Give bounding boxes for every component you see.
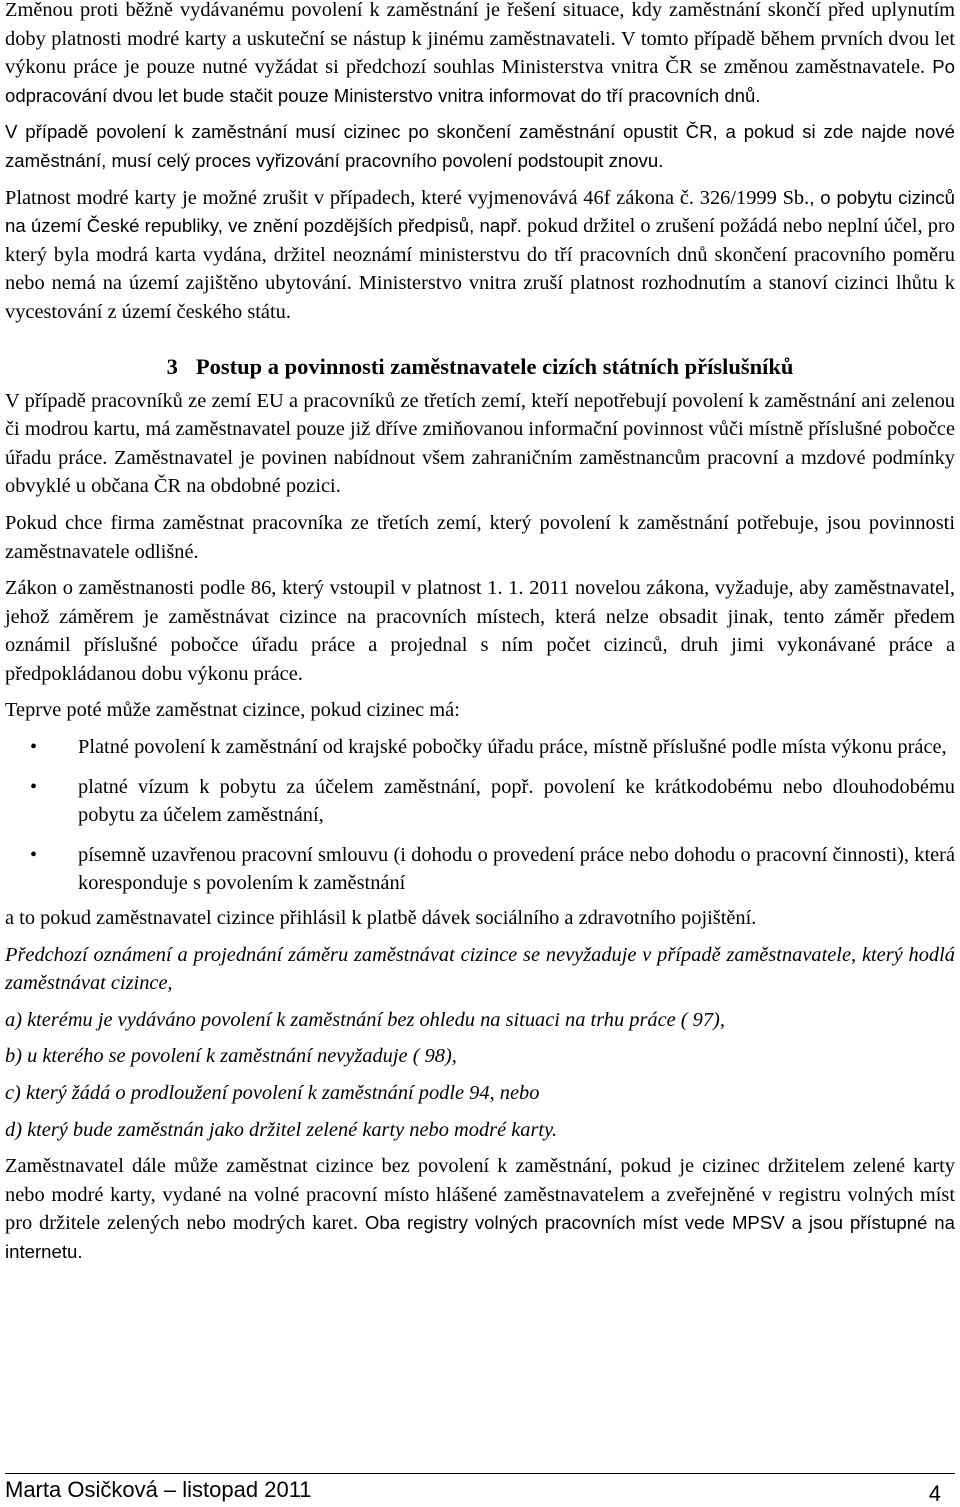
paragraph-work-permit: V případě povolení k zaměstnání musí cizinec po skončení zaměstnání opustit ČR, a pokud si zde najde nové zaměstnání, musí celý proces vyřizování pracovního povolení podstoupit znovu. — [5, 121, 955, 171]
paragraph-insurance: a to pokud zaměstnavatel cizince přihlásil k platbě dávek sociálního a zdravotního pojištění. — [5, 907, 757, 930]
bullet-icon: • — [30, 843, 38, 866]
list-item — [5, 733, 955, 762]
paragraph-text: Zaměstnavatel dále může zaměstnat cizince bez povolení k zaměstnání, pokud je cizinec držitelem zelené karty nebo modré karty, vydané na volné pracovní místo hlášené zaměstnavatelem a zveřejněné v registru volných míst pro držitele zelených nebo modrých karet. — [5, 1155, 955, 1235]
exemption-d: d) který bude zaměstnán jako držitel zelené karty nebo modré karty. — [5, 1118, 558, 1141]
paragraph-text: pokud držitel o zrušení požádá nebo neplní účel, pro který byla modrá karta vydána, držitel neoznámí ministerstvu do tří pracovních dnů skončení pracovního poměru nebo nemá na území zajištěno ubytování. Ministerstvo vnitra zruší platnost rozhodnutím a stanoví cizinci lhůtu k vycestování z území českého státu. — [5, 215, 955, 323]
list-item-text: písemně uzavřenou pracovní smlouvu (i dohodu o provedení práce nebo dohodu o pracovní činnosti), která koresponduje s povolením k zaměstnání — [78, 843, 955, 895]
section-title: Postup a povinnosti zaměstnavatele cizích státních příslušníků — [195, 353, 794, 379]
paragraph-blue-card-change — [5, 0, 955, 110]
paragraph-conditions-intro: Teprve poté může zaměstnat cizince, pokud cizinec má: — [5, 699, 460, 722]
paragraph-eu-workers: V případě pracovníků ze zemí EU a pracovníků ze třetích zemí, kteří nepotřebují povolení k zaměstnání ani zelenou či modrou kartu, má zaměstnavatel pouze již dříve zmiňovanou informační povinnost vůči místně příslušné pobočce úřadu práce. Zaměstnavatel je povinen nabídnout všem zahraničním zaměstnancům pracovní a mzdové podmínky obvyklé u občana ČR na obdobné pozici. — [5, 389, 955, 498]
paragraph-third-countries: Pokud chce firma zaměstnat pracovníka ze třetích zemí, který povolení k zaměstnání potřebuje, jsou povinnosti zaměstnavatele odlišné. — [5, 511, 955, 563]
exemption-a: a) kterému je vydáváno povolení k zaměstnání bez ohledu na situaci na trhu práce ( 97), — [5, 1008, 725, 1031]
paragraph-text: Platnost modré karty je možné zrušit v případech, které vyjmenovává 46f zákona č. 326/1999 Sb. — [5, 186, 810, 209]
exemption-b: b) u kterého se povolení k zaměstnání nevyžaduje ( 98), — [5, 1045, 457, 1068]
list-item-text: platné vízum k pobytu za účelem zaměstnání, popř. povolení ke krátkodobému nebo dlouhodobému pobytu za účelem zaměstnání, — [78, 775, 955, 827]
paragraph-cancellation — [5, 184, 955, 327]
conditions-list — [5, 733, 955, 898]
section-heading — [5, 353, 955, 381]
paragraph-text-sans: , o pobytu cizinců na území České republiky, ve znění pozdějších předpisů, např. — [5, 186, 955, 237]
paragraph-green-blue-card — [5, 1152, 955, 1266]
footer-author: Marta Osičková – listopad 2011 — [5, 1477, 312, 1502]
list-item-text: Platné povolení k zaměstnání od krajské pobočky úřadu práce, místně příslušné podle místa výkonu práce, — [78, 736, 947, 759]
bullet-icon: • — [30, 736, 38, 759]
page-footer — [5, 1473, 955, 1505]
document-page — [5, 0, 955, 1267]
footer-divider — [5, 1473, 955, 1474]
exemption-c: c) který žádá o prodloužení povolení k zaměstnání podle 94, nebo — [5, 1082, 540, 1104]
paragraph-exemptions-intro: Předchozí oznámení a projednání záměru zaměstnávat cizince se nevyžaduje v případě zaměstnavatele, který hodlá zaměstnávat cizince, — [5, 943, 955, 995]
paragraph-text-sans: Po odpracování dvou let bude stačit pouze Ministerstvo vnitra informovat do tří pracovních dnů. — [5, 56, 955, 106]
paragraph-employment-act: Zákon o zaměstnanosti podle 86, který vstoupil v platnost 1. 1. 2011 novelou zákona, vyžaduje, aby zaměstnavatel, jehož záměrem je zaměstnávat cizince na pracovních místech, která nelze obsadit jinak, tento záměr předem oznámil příslušné pobočce úřadu práce a projednal s ním počet cizinců, druh jimi vykonávané práce a předpokládanou dobu výkonu práce. — [5, 577, 955, 685]
bullet-icon: • — [30, 775, 38, 798]
paragraph-text: Změnou proti běžně vydávanému povolení k zaměstnání je řešení situace, kdy zaměstnání skončí před uplynutím doby platnosti modré karty a uskuteční se nástup k jinému zaměstnavateli. V tomto případě během prvních dvou let výkonu práce je pouze nutné vyžádat si předchozí souhlas Ministerstva vnitra ČR se změnou zaměstnavatele. — [5, 0, 955, 79]
list-item — [5, 841, 955, 898]
section-number: 3 — [166, 353, 178, 379]
paragraph-text-sans: Oba registry volných pracovních míst vede MPSV a jsou přístupné na internetu. — [5, 1212, 955, 1262]
page-number: 4 — [928, 1481, 941, 1506]
list-item — [5, 773, 955, 830]
